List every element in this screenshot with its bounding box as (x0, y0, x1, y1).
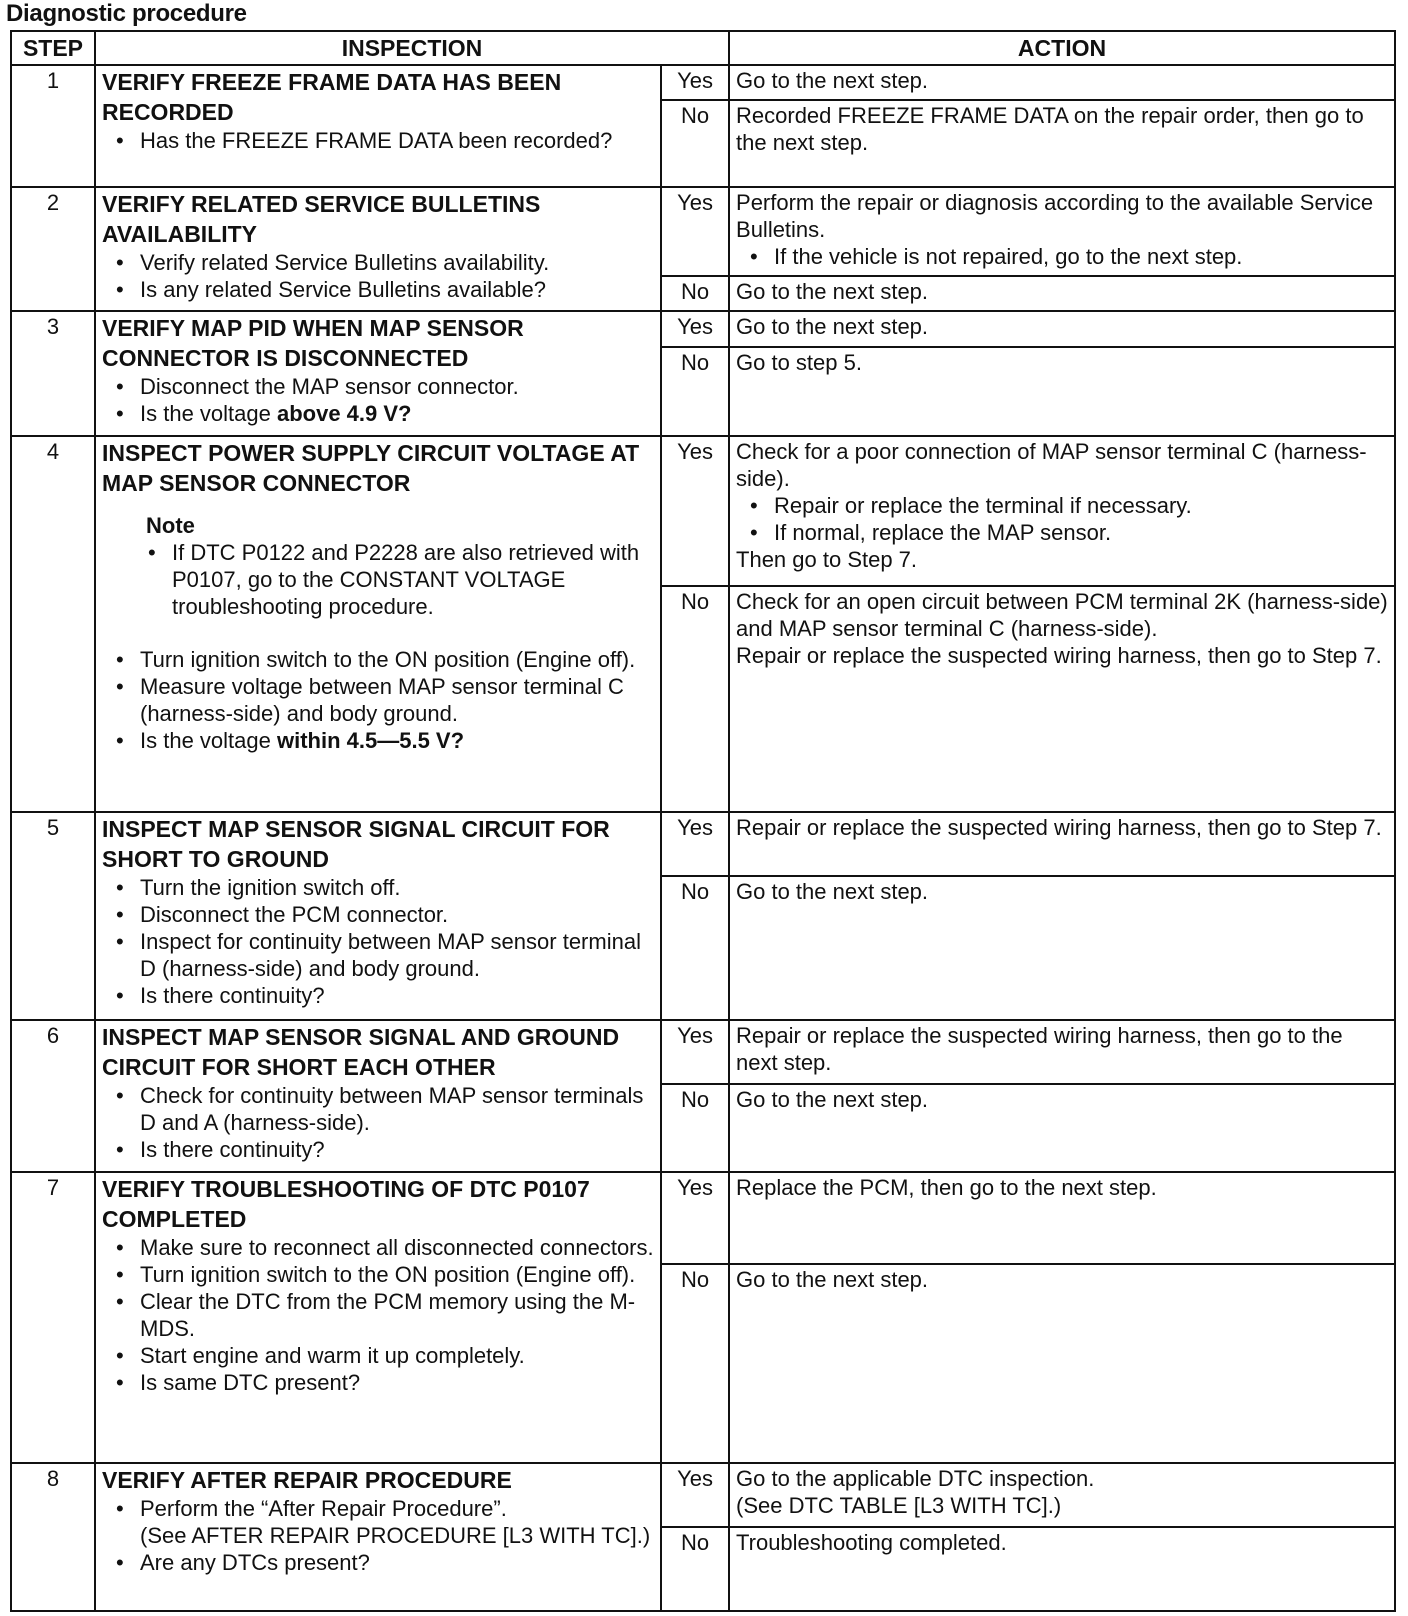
yes-action (729, 436, 1395, 586)
inspection-item: • Make sure to reconnect all disconnected connectors. (140, 1234, 654, 1261)
no-action-text: Go to the next step. (736, 1266, 929, 1292)
yes-action-item: • If the vehicle is not repaired, go to the next step. (774, 243, 1388, 270)
table-row (11, 436, 1395, 586)
inspection-cell (95, 1020, 661, 1172)
page-title: Diagnostic procedure (6, 0, 247, 27)
yes-action-item: • If normal, replace the MAP sensor. (774, 519, 1388, 546)
inspection-list (102, 1082, 654, 1163)
table-row (11, 812, 1395, 876)
inspection-title: INSPECT POWER SUPPLY CIRCUIT VOLTAGE AT MAP SENSOR CONNECTOR (102, 440, 640, 497)
yes-action-text: Perform the repair or diagnosis according to the available Service Bulletins. (736, 189, 1374, 242)
step-number: 2 (11, 187, 95, 312)
yes-action (729, 187, 1395, 276)
inspection-cell (95, 436, 661, 812)
no-action-text: Go to step 5. (736, 349, 862, 375)
inspection-list (102, 874, 654, 1009)
yes-label: Yes (661, 1463, 729, 1526)
table-row (11, 1463, 1395, 1526)
inspection-question: Is the voltage (140, 728, 277, 754)
no-label: No (661, 100, 729, 186)
inspection-cell (95, 187, 661, 312)
diagnostic-procedure-table (10, 30, 1396, 1612)
yes-action-text: Repair or replace the suspected wiring harness, then go to the next step. (736, 1023, 1343, 1076)
inspection-item: • Verify related Service Bulletins availability. (140, 249, 654, 276)
table-header-row (11, 31, 1395, 65)
inspection-title: VERIFY FREEZE FRAME DATA HAS BEEN RECORDED (102, 69, 562, 125)
inspection-list (102, 127, 654, 154)
yes-action (729, 65, 1395, 100)
inspection-item: • Perform the “After Repair Procedure”. (See AFTER REPAIR PROCEDURE [L3 WITH TC].) (140, 1495, 654, 1549)
yes-action-text: Go to the next step. (736, 68, 929, 93)
table-row (11, 65, 1395, 100)
yes-action-text: Go to the applicable DTC inspection. (See DTC TABLE [L3 WITH TC].) (736, 1466, 1095, 1519)
no-label: No (661, 876, 729, 1020)
table-row (11, 1172, 1395, 1263)
yes-action-text: Repair or replace the suspected wiring harness, then go to Step 7. (736, 815, 1382, 841)
no-label: No (661, 347, 729, 436)
yes-action (729, 1172, 1395, 1263)
inspection-cell (95, 65, 661, 187)
no-action-text: Check for an open circuit between PCM terminal 2K (harness-side) and MAP sensor terminal C (harness-side). (736, 588, 1388, 641)
inspection-title: VERIFY RELATED SERVICE BULLETINS AVAILABILITY (102, 190, 541, 247)
step-number: 8 (11, 1463, 95, 1611)
no-label: No (661, 586, 729, 813)
yes-action-text: Go to the next step. (736, 314, 929, 340)
inspection-list (102, 373, 654, 427)
inspection-item: • Clear the DTC from the PCM memory using the M-MDS. (140, 1288, 654, 1342)
no-action (729, 1264, 1395, 1464)
yes-label: Yes (661, 311, 729, 346)
step-number: 7 (11, 1172, 95, 1463)
yes-action-list (736, 492, 1388, 546)
yes-label: Yes (661, 812, 729, 876)
yes-action-followup: Then go to Step 7. (736, 547, 918, 573)
note-item: • If DTC P0122 and P2228 are also retrieved with P0107, go to the CONSTANT VOLTAGE troubleshooting procedure. (172, 539, 654, 620)
inspection-title: VERIFY TROUBLESHOOTING OF DTC P0107 COMPLETED (102, 1176, 590, 1233)
inspection-item: • Is same DTC present? (140, 1369, 654, 1396)
inspection-cell (95, 311, 661, 436)
inspection-item: • Disconnect the MAP sensor connector. (140, 373, 654, 400)
header-inspection: INSPECTION (95, 31, 729, 65)
yes-action (729, 1463, 1395, 1526)
yes-action (729, 812, 1395, 876)
inspection-list (102, 1495, 654, 1576)
inspection-list (102, 646, 654, 754)
step-number: 5 (11, 812, 95, 1020)
inspection-item (140, 727, 654, 754)
no-action-text: Troubleshooting completed. (736, 1529, 1007, 1555)
yes-label: Yes (661, 65, 729, 100)
no-action (729, 100, 1395, 186)
step-number: 1 (11, 65, 95, 187)
note-label: Note (146, 513, 195, 539)
no-label: No (661, 1264, 729, 1464)
inspection-item: • Has the FREEZE FRAME DATA been recorded? (140, 127, 654, 154)
yes-label: Yes (661, 1172, 729, 1263)
inspection-item: • Disconnect the PCM connector. (140, 901, 654, 928)
step-number: 6 (11, 1020, 95, 1172)
inspection-item: • Measure voltage between MAP sensor terminal C (harness-side) and body ground. (140, 673, 654, 727)
inspection-title: VERIFY MAP PID WHEN MAP SENSOR CONNECTOR IS DISCONNECTED (102, 315, 524, 372)
yes-action-text: Check for a poor connection of MAP sensor terminal C (harness-side). (736, 439, 1367, 492)
table-row (11, 187, 1395, 276)
step-number: 4 (11, 436, 95, 812)
note-list (102, 539, 654, 620)
no-action (729, 876, 1395, 1020)
header-step: STEP (11, 31, 95, 65)
inspection-item: • Inspect for continuity between MAP sensor terminal D (harness-side) and body ground. (140, 928, 654, 982)
no-action-text: Go to the next step. (736, 879, 929, 905)
yes-label: Yes (661, 436, 729, 586)
table-row (11, 1020, 1395, 1083)
no-label: No (661, 276, 729, 311)
yes-label: Yes (661, 187, 729, 276)
inspection-item: • Turn ignition switch to the ON position (Engine off). (140, 646, 654, 673)
no-action (729, 276, 1395, 311)
inspection-title: INSPECT MAP SENSOR SIGNAL AND GROUND CIRCUIT FOR SHORT EACH OTHER (102, 1024, 620, 1081)
inspection-item: • Check for continuity between MAP sensor terminals D and A (harness-side). (140, 1082, 654, 1136)
inspection-item: • Start engine and warm it up completely. (140, 1342, 654, 1369)
no-action-text: Go to the next step. (736, 279, 929, 305)
inspection-item: • Is there continuity? (140, 982, 654, 1009)
no-action-text: Recorded FREEZE FRAME DATA on the repair order, then go to the next step. (736, 103, 1364, 156)
inspection-title: INSPECT MAP SENSOR SIGNAL CIRCUIT FOR SHORT TO GROUND (102, 816, 610, 873)
yes-action-item: • Repair or replace the terminal if necessary. (774, 492, 1388, 519)
inspection-item (140, 400, 654, 427)
inspection-cell (95, 1463, 661, 1611)
inspection-list (102, 1234, 654, 1396)
inspection-title: VERIFY AFTER REPAIR PROCEDURE (102, 1467, 512, 1494)
inspection-cell (95, 812, 661, 1020)
no-action (729, 347, 1395, 436)
inspection-item: • Are any DTCs present? (140, 1549, 654, 1576)
inspection-spec: within 4.5—5.5 V? (276, 728, 465, 754)
yes-action-list (736, 243, 1388, 270)
inspection-list (102, 249, 654, 303)
inspection-spec: above 4.9 V? (276, 401, 412, 427)
inspection-item: • Is any related Service Bulletins available? (140, 276, 654, 303)
header-action: ACTION (729, 31, 1395, 65)
no-label: No (661, 1527, 729, 1611)
yes-action (729, 311, 1395, 346)
step-number: 3 (11, 311, 95, 436)
yes-action (729, 1020, 1395, 1083)
inspection-question: Is the voltage (140, 401, 277, 427)
inspection-item: • Turn ignition switch to the ON position (Engine off). (140, 1261, 654, 1288)
inspection-item: • Turn the ignition switch off. (140, 874, 654, 901)
inspection-cell (95, 1172, 661, 1463)
table-row (11, 311, 1395, 346)
yes-label: Yes (661, 1020, 729, 1083)
no-action-followup: Repair or replace the suspected wiring harness, then go to Step 7. (736, 642, 1382, 668)
no-action (729, 1084, 1395, 1172)
inspection-item: • Is there continuity? (140, 1136, 654, 1163)
no-action (729, 586, 1395, 813)
yes-action-text: Replace the PCM, then go to the next step. (736, 1175, 1157, 1201)
no-action (729, 1527, 1395, 1611)
no-action-text: Go to the next step. (736, 1086, 929, 1112)
no-label: No (661, 1084, 729, 1172)
table-body (11, 65, 1395, 1611)
